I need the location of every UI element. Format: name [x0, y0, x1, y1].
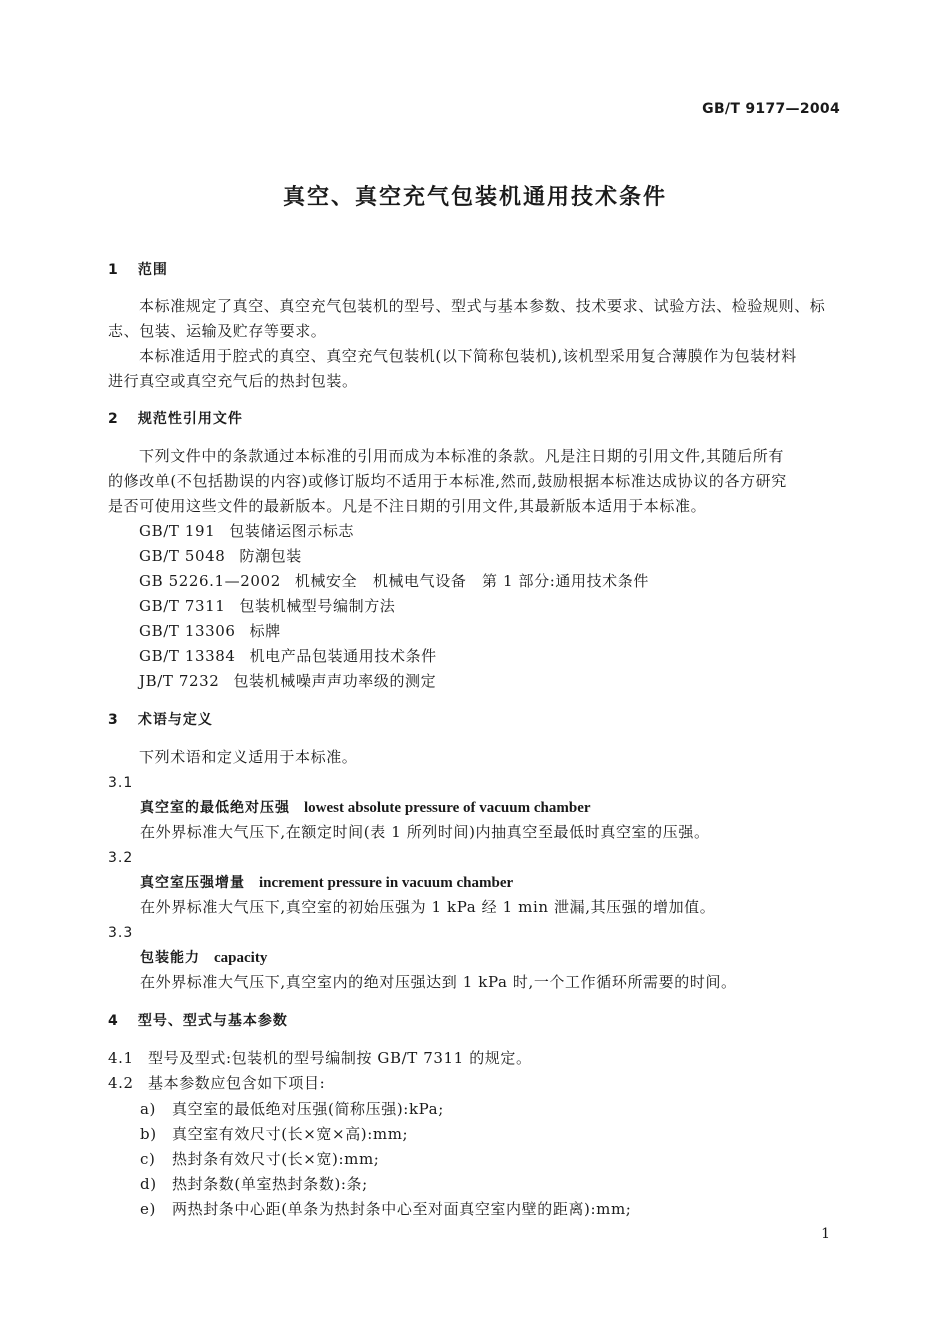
- paragraph-line: 的修改单(不包括勘误的内容)或修订版均不适用于本标准,然而,鼓励根据本标准达成协议的各方研究: [108, 472, 787, 490]
- page-number: 1: [821, 1226, 830, 1242]
- paragraph-line: 下列文件中的条款通过本标准的引用而成为本标准的条款。凡是注日期的引用文件,其随后所有: [139, 447, 784, 465]
- reference-item: [139, 621, 281, 641]
- section-number: 3: [108, 712, 119, 728]
- paragraph-line: 是否可使用这些文件的最新版本。凡是不注日期的引用文件,其最新版本适用于本标准。: [108, 497, 707, 515]
- reference-item: [139, 546, 302, 566]
- reference-title: 包装机械型号编制方法: [239, 597, 396, 615]
- clause-number: 4.2: [108, 1074, 134, 1092]
- reference-code: GB/T 7311: [139, 597, 226, 615]
- list-item: [140, 1124, 408, 1144]
- reference-code: GB/T 191: [139, 522, 216, 540]
- term-heading: [140, 797, 591, 818]
- paragraph-line: 本标准规定了真空、真空充气包装机的型号、型式与基本参数、技术要求、试验方法、检验规则、标: [139, 297, 826, 315]
- section-heading-4: [108, 1011, 288, 1031]
- reference-code: GB/T 13384: [139, 647, 236, 665]
- term-english: increment pressure in vacuum chamber: [259, 875, 514, 891]
- list-item: [140, 1149, 379, 1169]
- list-item-text: 真空室有效尺寸(长×宽×高):mm;: [172, 1125, 409, 1143]
- reference-item: [139, 571, 649, 591]
- section-title: 术语与定义: [137, 712, 213, 728]
- section-number: 4: [108, 1013, 119, 1029]
- term-definition: 在外界标准大气压下,真空室内的绝对压强达到 1 kPa 时,一个工作循环所需要的时间。: [140, 973, 737, 991]
- clause-number: 3.2: [108, 850, 134, 866]
- term-definition: 在外界标准大气压下,在额定时间(表 1 所列时间)内抽真空至最低时真空室的压强。: [140, 823, 710, 841]
- term-english: capacity: [214, 950, 268, 966]
- section-heading-3: [108, 710, 213, 730]
- section-title: 范围: [137, 262, 168, 278]
- section-number: 2: [108, 411, 119, 427]
- list-item-label: d): [140, 1175, 157, 1193]
- clause-4-1: [108, 1048, 532, 1068]
- list-item-text: 热封条有效尺寸(长×宽):mm;: [172, 1150, 380, 1168]
- list-item-label: c): [140, 1150, 156, 1168]
- paragraph-line: 志、包装、运输及贮存等要求。: [108, 322, 327, 340]
- section-heading-2: [108, 409, 243, 429]
- section-number: 1: [108, 262, 119, 278]
- clause-number: 3.3: [108, 925, 134, 941]
- clause-text: 型号及型式:包装机的型号编制按 GB/T 7311 的规定。: [148, 1049, 532, 1067]
- paragraph-line: 下列术语和定义适用于本标准。: [139, 748, 358, 766]
- clause-number: 4.1: [108, 1049, 134, 1067]
- reference-title: 机械安全 机械电气设备 第 1 部分:通用技术条件: [294, 572, 649, 590]
- section-title: 规范性引用文件: [137, 411, 243, 427]
- list-item-label: b): [140, 1125, 157, 1143]
- list-item-label: a): [140, 1100, 156, 1118]
- list-item-text: 两热封条中心距(单条为热封条中心至对面真空室内壁的距离):mm;: [172, 1200, 632, 1218]
- reference-code: GB/T 13306: [139, 622, 236, 640]
- reference-item: [139, 521, 354, 541]
- reference-code: GB/T 5048: [139, 547, 226, 565]
- clause-number: 3.1: [108, 775, 134, 791]
- term-heading: [140, 947, 267, 968]
- reference-item: [139, 671, 436, 691]
- section-heading-1: [108, 260, 168, 280]
- reference-title: 标牌: [249, 622, 281, 640]
- list-item-label: e): [140, 1200, 156, 1218]
- reference-code: JB/T 7232: [139, 672, 220, 690]
- list-item: [140, 1174, 368, 1194]
- term-english: lowest absolute pressure of vacuum chamber: [304, 800, 591, 816]
- standard-code: GB/T 9177—2004: [702, 101, 840, 117]
- paragraph-line: 本标准适用于腔式的真空、真空充气包装机(以下简称包装机),该机型采用复合薄膜作为包装材料: [139, 347, 797, 365]
- paragraph-line: 进行真空或真空充气后的热封包装。: [108, 372, 358, 390]
- term-definition: 在外界标准大气压下,真空室的初始压强为 1 kPa 经 1 min 泄漏,其压强的增加值。: [140, 898, 716, 916]
- term-heading: [140, 872, 513, 893]
- term-chinese: 真空室的最低绝对压强: [140, 800, 290, 816]
- list-item: [140, 1099, 444, 1119]
- reference-title: 包装机械噪声声功率级的测定: [233, 672, 437, 690]
- list-item-text: 热封条数(单室热封条数):条;: [172, 1175, 368, 1193]
- document-title: 真空、真空充气包装机通用技术条件: [282, 185, 667, 210]
- reference-title: 机电产品包装通用技术条件: [249, 647, 437, 665]
- section-title: 型号、型式与基本参数: [137, 1013, 288, 1029]
- term-chinese: 包装能力: [140, 950, 200, 966]
- clause-text: 基本参数应包含如下项目:: [148, 1074, 326, 1092]
- reference-code: GB 5226.1—2002: [139, 572, 281, 590]
- list-item: [140, 1199, 631, 1219]
- reference-title: 防潮包装: [239, 547, 302, 565]
- clause-4-2: [108, 1073, 325, 1093]
- term-chinese: 真空室压强增量: [140, 875, 245, 891]
- reference-item: [139, 646, 437, 666]
- reference-item: [139, 596, 395, 616]
- reference-title: 包装储运图示标志: [229, 522, 355, 540]
- list-item-text: 真空室的最低绝对压强(简称压强):kPa;: [172, 1100, 444, 1118]
